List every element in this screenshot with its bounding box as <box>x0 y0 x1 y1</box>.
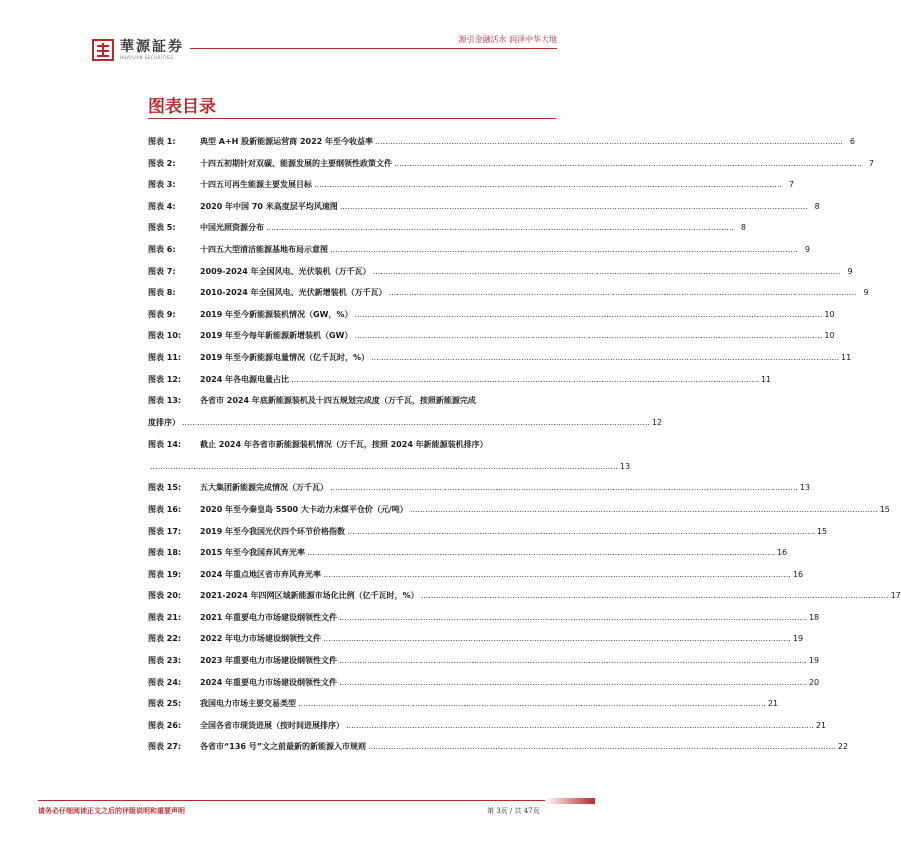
toc-leader-dots <box>182 417 650 428</box>
toc-leader-dots <box>323 569 791 580</box>
toc-entry[interactable] <box>148 352 852 363</box>
toc-entry[interactable] <box>148 244 810 255</box>
toc-entry[interactable] <box>148 547 788 558</box>
toc-entry-label: 图表 22: <box>148 634 182 644</box>
toc-entry[interactable] <box>148 698 779 709</box>
toc-entry-title: 2021 年重要电力市场建设纲领性文件 <box>200 612 338 622</box>
toc-leader-dots <box>339 677 807 688</box>
toc-entry-label: 图表 18: <box>148 548 182 558</box>
toc-entry-title: 2015 年至今我国弃风弃光率 <box>200 548 306 558</box>
toc-entry-title: 2020 年中国 70 米高度层平均风速图 <box>200 201 338 211</box>
page-title: 图表目录 <box>148 97 216 117</box>
toc-leader-dots <box>150 461 618 472</box>
toc-entry-label: 图表 17: <box>148 526 182 536</box>
toc-entry-page: 21 <box>815 720 827 730</box>
toc-entry-page: 19 <box>808 656 820 666</box>
toc-entry-page: 7 <box>868 158 874 168</box>
footer-decoration <box>545 798 595 804</box>
toc-entry-page: 10 <box>824 309 835 319</box>
toc-entry[interactable] <box>148 526 828 537</box>
footer-divider <box>38 800 556 801</box>
toc-leader-dots <box>330 244 798 255</box>
toc-leader-dots <box>298 698 766 709</box>
toc-entry-page: 9 <box>863 288 869 298</box>
toc-entry-page: 16 <box>792 569 804 579</box>
toc-entry[interactable] <box>148 287 869 298</box>
toc-entry-label: 图表 8: <box>148 288 176 298</box>
toc-entry-page: 18 <box>808 612 820 622</box>
toc-leader-dots <box>389 287 857 298</box>
page-header <box>0 0 595 70</box>
title-divider <box>148 118 556 119</box>
toc-entry-page: 17 <box>890 591 901 601</box>
toc-entry[interactable] <box>148 677 820 688</box>
toc-entry-label: 图表 15: <box>148 483 182 493</box>
toc-leader-dots <box>410 504 878 515</box>
footer-disclaimer: 请务必仔细阅读正文之后的评级说明和重要声明 <box>38 807 185 815</box>
toc-entry-title: 2020 年至今秦皇岛 5500 大卡动力末煤平仓价（元/吨） <box>200 504 408 514</box>
toc-entry-page: 9 <box>847 266 853 276</box>
toc-entry[interactable] <box>148 222 746 233</box>
header-divider <box>190 48 557 49</box>
toc-entry[interactable] <box>148 395 663 428</box>
toc-entry-page: 11 <box>840 352 852 362</box>
toc-entry-page: 19 <box>792 634 804 644</box>
toc-entry-title: 十四五可再生能源主要发展目标 <box>200 180 312 190</box>
toc-entry-title: 典型 A+H 股新能源运营商 2022 年至今收益率 <box>200 137 373 146</box>
toc-entry-title: 2010-2024 年全国风电、光伏新增装机（万千瓦） <box>200 288 387 298</box>
toc-leader-dots <box>307 547 775 558</box>
toc-leader-dots <box>340 201 808 212</box>
toc-entry-page: 9 <box>804 244 810 254</box>
toc-entry-label: 图表 24: <box>148 677 182 687</box>
toc-entry[interactable] <box>148 158 874 169</box>
toc-entry[interactable] <box>148 374 772 385</box>
toc-entry-label: 图表 25: <box>148 699 182 709</box>
toc-entry[interactable] <box>148 655 820 666</box>
table-of-figures <box>148 136 901 763</box>
toc-entry[interactable] <box>148 201 820 212</box>
toc-entry-page: 20 <box>808 677 820 687</box>
toc-leader-dots <box>266 222 734 233</box>
toc-entry-page: 15 <box>879 504 890 514</box>
toc-entry-page: 21 <box>767 699 779 709</box>
toc-leader-dots <box>330 482 798 493</box>
toc-entry-label: 图表 2: <box>148 158 176 168</box>
toc-entry-label: 图表 11: <box>148 352 182 362</box>
toc-leader-dots <box>371 352 839 363</box>
toc-entry-label: 图表 13: <box>148 396 182 406</box>
toc-entry-title: 2024 年重点地区省市弃风弃光率 <box>200 569 322 579</box>
toc-entry-label: 图表 12: <box>148 374 182 384</box>
toc-entry-title: 2019 年至今每年新能源新增装机（GW） <box>200 331 353 341</box>
toc-entry-label: 图表 4: <box>148 201 176 211</box>
toc-entry[interactable] <box>148 309 835 320</box>
toc-entry-label: 图表 6: <box>148 244 176 254</box>
logo-english-name: HUAYUAN SECURITIES <box>120 55 174 60</box>
toc-entry[interactable] <box>148 179 794 190</box>
toc-entry-title: 2021-2024 年四网区域新能源市场化比例（亿千瓦时，%） <box>200 591 419 601</box>
toc-entry-page: 13 <box>619 461 631 471</box>
toc-entry-title: 2019 年至今我国光伏四个环节价格指数 <box>200 526 346 536</box>
toc-entry-page: 7 <box>788 180 794 190</box>
toc-entry-label: 图表 26: <box>148 720 182 730</box>
toc-leader-dots <box>339 612 807 623</box>
toc-leader-dots <box>375 136 843 147</box>
toc-entry-label: 图表 21: <box>148 612 182 622</box>
toc-entry-label: 图表 20: <box>148 591 182 601</box>
toc-entry-label: 图表 10: <box>148 331 182 341</box>
toc-entry-title: 全国各省市现货进展（按时间进展排序） <box>200 720 344 730</box>
logo-icon <box>92 39 114 61</box>
toc-entry[interactable] <box>148 612 820 623</box>
toc-entry[interactable] <box>148 266 853 277</box>
toc-leader-dots <box>323 633 791 644</box>
toc-entry-page: 11 <box>760 374 772 384</box>
toc-entry-label: 图表 19: <box>148 569 182 579</box>
toc-entry-page: 16 <box>776 548 788 558</box>
toc-entry[interactable] <box>148 504 890 515</box>
toc-entry-label: 图表 27: <box>148 742 182 752</box>
toc-leader-dots <box>373 266 841 277</box>
toc-entry-title: 十四五初期针对双碳、能源发展的主要纲领性政策文件 <box>200 158 392 168</box>
toc-leader-dots <box>394 158 862 169</box>
toc-entry[interactable] <box>148 330 835 341</box>
toc-entry-label: 图表 5: <box>148 223 176 233</box>
toc-entry-page: 12 <box>651 418 663 428</box>
toc-entry-page: 22 <box>837 742 849 752</box>
toc-entry-label: 图表 14: <box>148 439 182 449</box>
footer-page-number: 第 3页 / 共 47页 <box>487 807 540 815</box>
header-tagline: 源引金融活水 润泽中华大地 <box>458 35 557 44</box>
toc-entry-page: 13 <box>799 483 811 493</box>
toc-entry[interactable] <box>148 439 631 472</box>
toc-entry-label: 图表 7: <box>148 266 176 276</box>
toc-leader-dots <box>354 309 822 320</box>
toc-leader-dots <box>421 590 889 601</box>
logo-chinese-name: 華源証券 <box>120 39 184 55</box>
toc-leader-dots <box>314 179 782 190</box>
toc-entry-title: 各省市 2024 年底新能源装机及十四五规划完成度（万千瓦，按照新能源完成 <box>200 396 476 406</box>
toc-entry-title: 截止 2024 年各省市新能源装机情况（万千瓦，按照 2024 年新能源装机排序） <box>200 439 488 449</box>
toc-entry-title: 2019 年至今新能源电量情况（亿千瓦时，%） <box>200 352 370 362</box>
toc-entry[interactable] <box>148 482 811 493</box>
toc-leader-dots <box>339 655 807 666</box>
toc-entry-title: 各省市“136 号”文之前最新的新能源入市规则 <box>200 742 366 752</box>
toc-entry-label: 图表 1: <box>148 137 176 146</box>
toc-entry-title: 2024 年各电源电量占比 <box>200 374 290 384</box>
toc-entry-title: 五大集团新能源完成情况（万千瓦） <box>200 483 328 493</box>
toc-entry[interactable] <box>148 590 901 601</box>
toc-entry-label: 图表 16: <box>148 504 182 514</box>
toc-entry-label: 图表 9: <box>148 309 176 319</box>
toc-leader-dots <box>368 741 836 752</box>
toc-entry-title: 中国光照资源分布 <box>200 223 264 233</box>
toc-leader-dots <box>354 330 822 341</box>
toc-entry-page: 8 <box>740 223 746 233</box>
toc-entry[interactable] <box>148 633 804 644</box>
toc-leader-dots <box>347 526 815 537</box>
toc-entry-page: 8 <box>814 201 820 211</box>
toc-entry-title: 2019 年至今新能源装机情况（GW，%） <box>200 309 353 319</box>
toc-leader-dots <box>291 374 759 385</box>
toc-entry-page: 6 <box>849 137 855 146</box>
company-logo <box>92 36 184 64</box>
toc-leader-dots <box>346 720 814 731</box>
toc-entry-title: 2023 年重要电力市场建设纲领性文件 <box>200 656 338 666</box>
toc-entry[interactable] <box>148 720 827 731</box>
toc-entry-title: 2024 年重要电力市场建设纲领性文件 <box>200 677 338 687</box>
toc-entry-label: 图表 3: <box>148 180 176 190</box>
toc-entry-title: 我国电力市场主要交易类型 <box>200 699 296 709</box>
toc-entry[interactable] <box>148 569 804 580</box>
toc-entry[interactable] <box>148 136 855 147</box>
toc-entry-title: 2009-2024 年全国风电、光伏装机（万千瓦） <box>200 266 371 276</box>
toc-entry-title-continued: 度排序） <box>148 418 180 428</box>
toc-entry[interactable] <box>148 741 849 752</box>
toc-entry-title: 十四五大型清洁能源基地布局示意图 <box>200 244 328 254</box>
toc-entry-page: 10 <box>824 331 835 341</box>
toc-entry-page: 15 <box>816 526 828 536</box>
toc-entry-label: 图表 23: <box>148 656 182 666</box>
toc-entry-title: 2022 年电力市场建设纲领性文件 <box>200 634 322 644</box>
